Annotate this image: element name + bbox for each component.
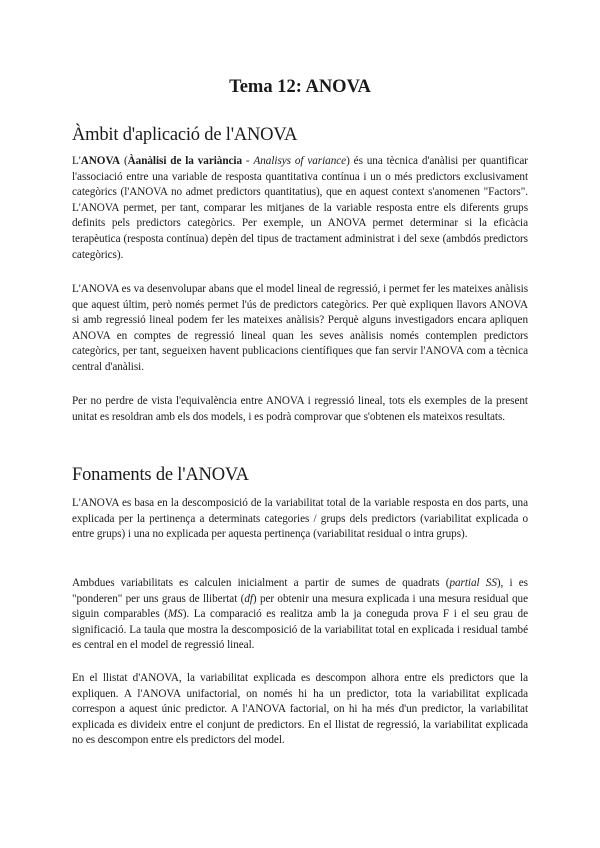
term-df: df — [244, 592, 253, 605]
term-analysis-of-variance: Analisys of variance — [253, 155, 347, 167]
paragraph-history: L'ANOVA es va desenvolupar abans que el model lineal de regressió, i permet fer les mateixes anàlisis que aquest últim, però només permet l'ús de predictors categòrics. Per què expliquen llavors ANOVA si amb regressió lineal podem fer les mateixes anàlisis? Perquè alguns investigadors encara apliquen ANOVA en comptes de regressió lineal quan les seves anàlisis només contemplen predictors categòrics, per tant, segueixen havent publicacions científiques que fan servir l'ANOVA com a tècnica central d'anàlisi. — [72, 283, 528, 373]
section-heading-ambit: Àmbit d'aplicació de l'ANOVA — [72, 125, 298, 145]
paragraph-text-fragment: ) per obtenir una mesura explicada i una mesura residual que siguin comparables ( — [72, 592, 529, 621]
document-title: Tema 12: ANOVA — [229, 77, 371, 97]
section-heading-fonaments: Fonaments de l'ANOVA — [72, 465, 249, 485]
paragraph-text-fragment: ) és una tècnica d'anàlisi per quantificar l'associació entre una variable de resposta quantitativa contínua i un o més predictors exclusivament categòrics (l'ANOVA no admet predictors quantitatius), que en aquest context s'anomenen "Factors". L'ANOVA permet, per tant, comparar les mitjanes de la variable resposta entre els diferents grups definits pels predictors categòrics. Per exemple, un ANOVA permet determinar si la eficàcia terapèutica (resposta contínua) depèn del tipus de tractament administrat i del sexe (ambdós predictors categòrics). — [72, 155, 528, 261]
paragraph-anova-listing: En el llistat d'ANOVA, la variabilitat explicada es descompon alhora entre els predictors que la expliquen. A l'ANOVA unifactorial, on només hi ha un predictor, tota la variabilitat explicada correspon a aquest únic predictor. A l'ANOVA factorial, on hi ha més d'un predictor, la variabilitat explicada es divideix entre el conjunt de predictors. En el llistat de regressió, la variabilitat explicada no es descompon entre els predictors del model. — [72, 672, 528, 747]
paragraph-decomposition: L'ANOVA es basa en la descomposició de la variabilitat total de la variable resposta en dos parts, una explicada per la pertinença a determinats categories / grups dels predictors (variabilitat explicada o entre grups) i una no explicada per aquesta pertinença (variabilitat residual o intra grups). — [72, 497, 528, 541]
paragraph-text-fragment: ), i es "ponderen" per uns graus de llibertat ( — [72, 577, 528, 605]
term-ms: MS — [167, 608, 183, 621]
paragraph-text-fragment: Ambdues variabilitats es calculen inicialment a partir de sumes de quadrats ( — [72, 577, 450, 589]
paragraph-text-fragment: L' — [72, 155, 81, 167]
term-analisi-variancia: Àanàlisi de la variància — [127, 155, 243, 167]
term-anova: ANOVA — [80, 155, 121, 167]
paragraph-equivalence: Per no perdre de vista l'equivalència entre ANOVA i regressió lineal, tots els exemples de la present unitat es resoldran amb els dos models, i es podrà comprovar que s'obtenen els mateixos resultats. — [72, 395, 528, 423]
paragraph-sums-of-squares — [72, 576, 528, 654]
term-partial-ss: partial SS — [449, 577, 497, 589]
paragraph-text-fragment: ). La comparació es realitza amb la ja coneguda prova F i el seu grau de significació. La taula que mostra la descomposició de la variabilitat total en explicada i residual també es central en el model de regressió lineal. — [72, 608, 528, 652]
paragraph-text-fragment: ( — [120, 155, 128, 167]
paragraph-text-fragment: - — [242, 155, 254, 167]
paragraph-definition — [72, 154, 528, 263]
